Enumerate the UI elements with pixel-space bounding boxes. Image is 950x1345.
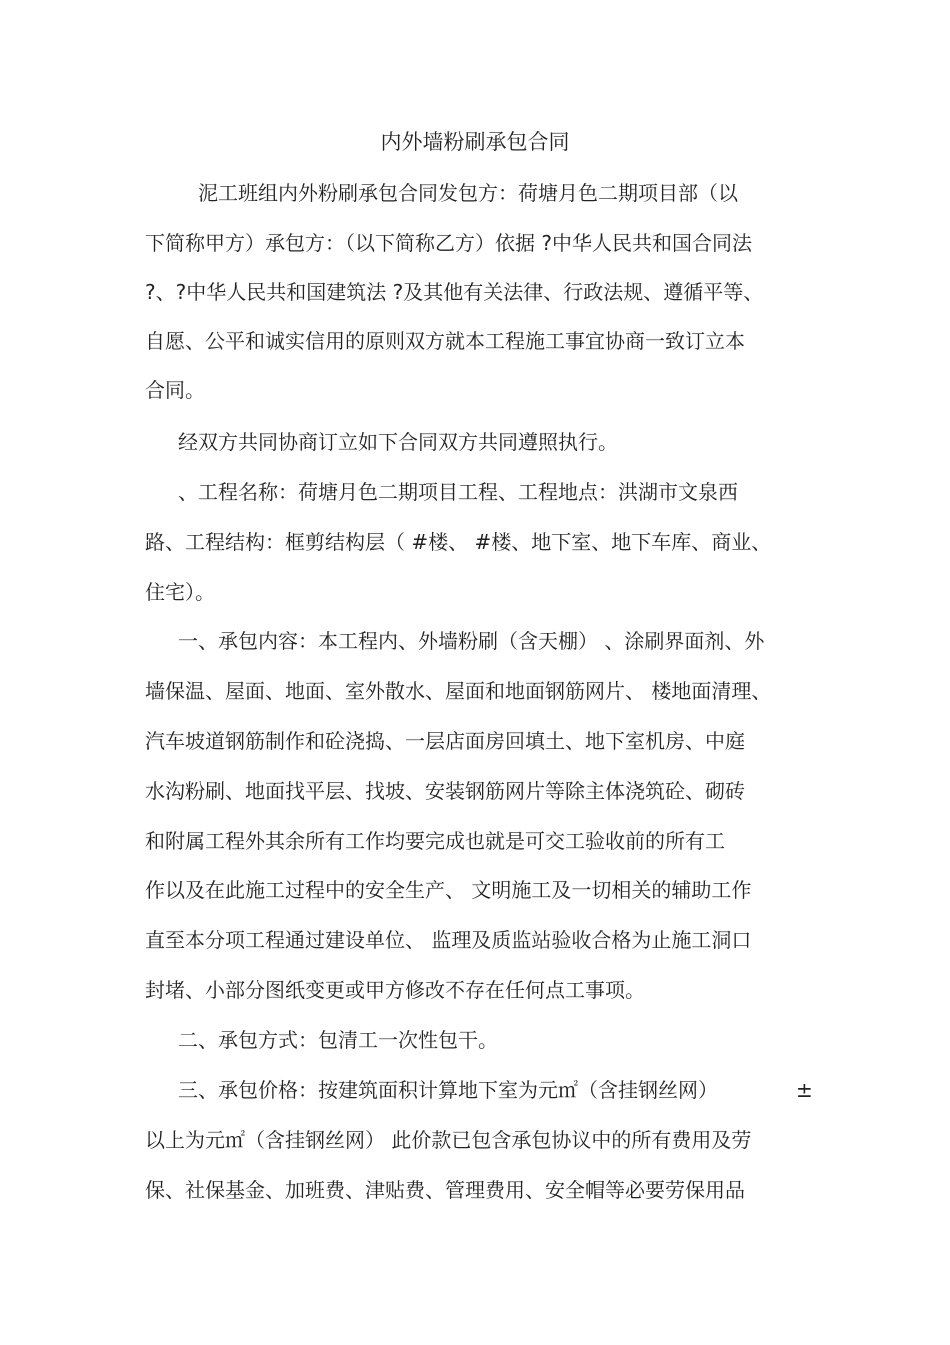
paragraph-line: 下简称甲方）承包方：（以下简称乙方）依据 ?中华人民共和国合同法	[145, 231, 752, 255]
paragraph-line: 直至本分项工程通过建设单位、 监理及质监站验收合格为止施工洞口	[145, 928, 752, 952]
paragraph-line: 住宅）。	[145, 580, 215, 604]
paragraph-line: 以上为元㎡（含挂钢丝网） 此价款已包含承包协议中的所有费用及劳	[145, 1128, 752, 1152]
paragraph-line: 保、社保基金、加班费、津贴费、管理费用、安全帽等必要劳保用品	[145, 1178, 745, 1202]
paragraph-line: 、工程名称：荷塘月色二期项目工程、工程地点：洪湖市文泉西	[178, 480, 738, 504]
paragraph-line: 泥工班组内外粉刷承包合同发包方：荷塘月色二期项目部（以	[198, 181, 738, 205]
paragraph-line: 一、承包内容：本工程内、外墙粉刷（含天棚） 、涂刷界面剂、外	[178, 629, 765, 653]
paragraph-line: ?、?中华人民共和国建筑法 ?及其他有关法律、行政法规、遵循平等、	[145, 280, 764, 304]
paragraph-line: 墙保温、屋面、地面、室外散水、屋面和地面钢筋网片、 楼地面清理、	[145, 679, 772, 703]
paragraph-line: 合同。	[145, 378, 205, 402]
document-title: 内外墙粉刷承包合同	[380, 130, 570, 154]
paragraph-line: 经双方共同协商订立如下合同双方共同遵照执行。	[178, 430, 618, 454]
paragraph-line: 和附属工程外其余所有工作均要完成也就是可交工验收前的所有工	[145, 829, 725, 853]
paragraph-line: 二、承包方式：包清工一次性包干。	[178, 1028, 498, 1052]
paragraph-line: 封堵、小部分图纸变更或甲方修改不存在任何点工事项。	[145, 978, 645, 1002]
paragraph-line: 自愿、公平和诚实信用的原则双方就本工程施工事宜协商一致订立本	[145, 329, 745, 353]
paragraph-line: 三、承包价格：按建筑面积计算地下室为元㎡（含挂钢丝网）	[178, 1078, 718, 1102]
paragraph-line: 作以及在此施工过程中的安全生产、 文明施工及一切相关的辅助工作	[145, 878, 752, 902]
paragraph-line: 汽车坡道钢筋制作和砼浇捣、一层店面房回填土、地下室机房、中庭	[145, 729, 745, 753]
paragraph-line: 路、工程结构：框剪结构层（ #楼、 #楼、地下室、地下车库、商业、	[145, 530, 772, 554]
paragraph-line: 水沟粉刷、地面找平层、找坡、安装钢筋网片等除主体浇筑砼、砌砖	[145, 779, 745, 803]
plus-minus-sign: ±	[796, 1078, 813, 1102]
